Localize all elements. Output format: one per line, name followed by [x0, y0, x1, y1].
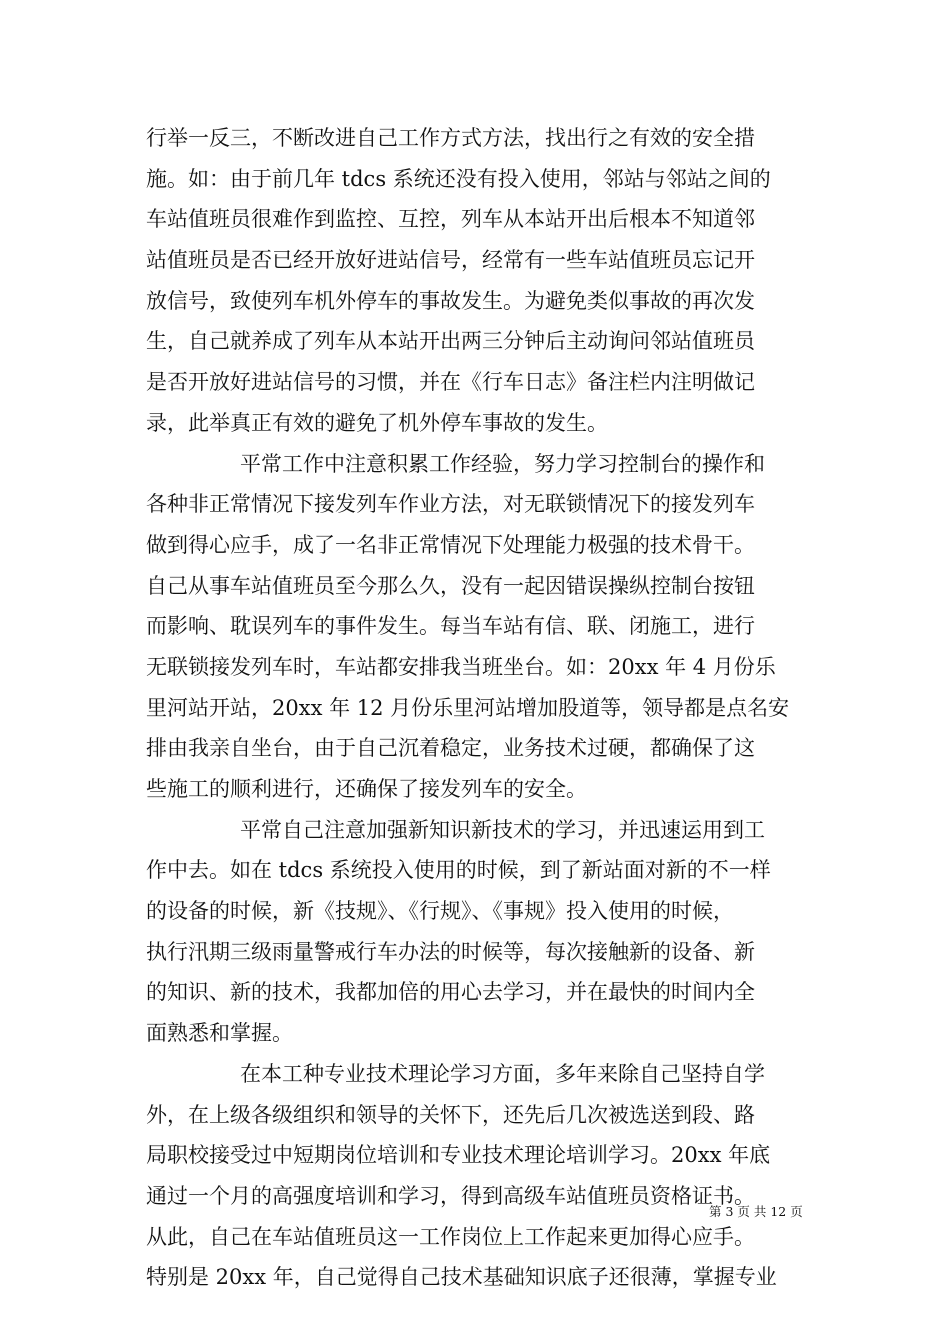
text-line: 站值班员是否已经开放好进站信号，经常有一些车站值班员忘记开 [146, 248, 755, 273]
text-line: 从此，自己在车站值班员这一工作岗位上工作起来更加得心应手。 [146, 1224, 755, 1249]
text-line: 施。如：由于前几年 tdcs 系统还没有投入使用，邻站与邻站之间的 [146, 166, 771, 191]
text-line: 面熟悉和掌握。 [146, 1021, 293, 1046]
text-line: 些施工的顺利进行，还确保了接发列车的安全。 [146, 777, 587, 801]
text-line: 而影响、耽误列车的事件发生。每当车站有信、联、闭施工，进行 [146, 614, 755, 639]
text-line: 做到得心应手，成了一名非正常情况下处理能力极强的技术骨干。 [146, 532, 755, 557]
paragraph-start-line: 平常自己注意加强新知识新技术的学习，并迅速运用到工 [240, 817, 765, 842]
text-line: 的知识、新的技术，我都加倍的用心去学习，并在最快的时间内全 [146, 980, 755, 1005]
text-line: 排由我亲自坐台，由于自己沉着稳定，业务技术过硬，都确保了这 [146, 736, 755, 761]
body-text [146, 118, 822, 1298]
page-number: 第 3 页 共 12 页 [709, 1204, 803, 1219]
text-line: 里河站开站，20xx 年 12 月份乐里河站增加股道等，领导都是点名安 [146, 695, 790, 720]
text-line: 生，自己就养成了列车从本站开出两三分钟后主动询问邻站值班员 [146, 329, 755, 354]
text-line: 局职校接受过中短期岗位培训和专业技术理论培训学习。20xx 年底 [146, 1143, 771, 1168]
text-line: 车站值班员很难作到监控、互控，列车从本站开出后根本不知道邻 [146, 207, 755, 232]
text-line: 的设备的时候，新《技规》、《行规》、《事规》投入使用的时候， [146, 899, 734, 924]
text-line: 外，在上级各级组织和领导的关怀下，还先后几次被选送到段、路 [146, 1102, 755, 1127]
text-line: 行举一反三，不断改进自己工作方式方法，找出行之有效的安全措 [146, 126, 755, 150]
text-line: 作中去。如在 tdcs 系统投入使用的时候，到了新站面对新的不一样 [146, 858, 771, 883]
text-line: 通过一个月的高强度培训和学习，得到高级车站值班员资格证书。 [146, 1183, 755, 1208]
paragraph-start-line: 在本工种专业技术理论学习方面，多年来除自己坚持自学 [240, 1061, 765, 1086]
text-line: 是否开放好进站信号的习惯，并在《行车日志》备注栏内注明做记 [146, 370, 755, 395]
paragraph-start-line: 平常工作中注意积累工作经验，努力学习控制台的操作和 [240, 451, 765, 476]
text-line: 放信号，致使列车机外停车的事故发生。为避免类似事故的再次发 [146, 288, 755, 313]
text-line: 执行汛期三级雨量警戒行车办法的时候等，每次接触新的设备、新 [146, 939, 755, 964]
text-line: 自己从事车站值班员至今那么久，没有一起因错误操纵控制台按钮 [146, 573, 755, 598]
text-line: 特别是 20xx 年，自己觉得自己技术基础知识底子还很薄，掌握专业 [146, 1265, 777, 1290]
text-line: 各种非正常情况下接发列车作业方法，对无联锁情况下的接发列车 [146, 492, 755, 517]
text-line: 无联锁接发列车时，车站都安排我当班坐台。如：20xx 年 4 月份乐 [146, 654, 776, 679]
text-line: 录，此举真正有效的避免了机外停车事故的发生。 [146, 410, 608, 435]
